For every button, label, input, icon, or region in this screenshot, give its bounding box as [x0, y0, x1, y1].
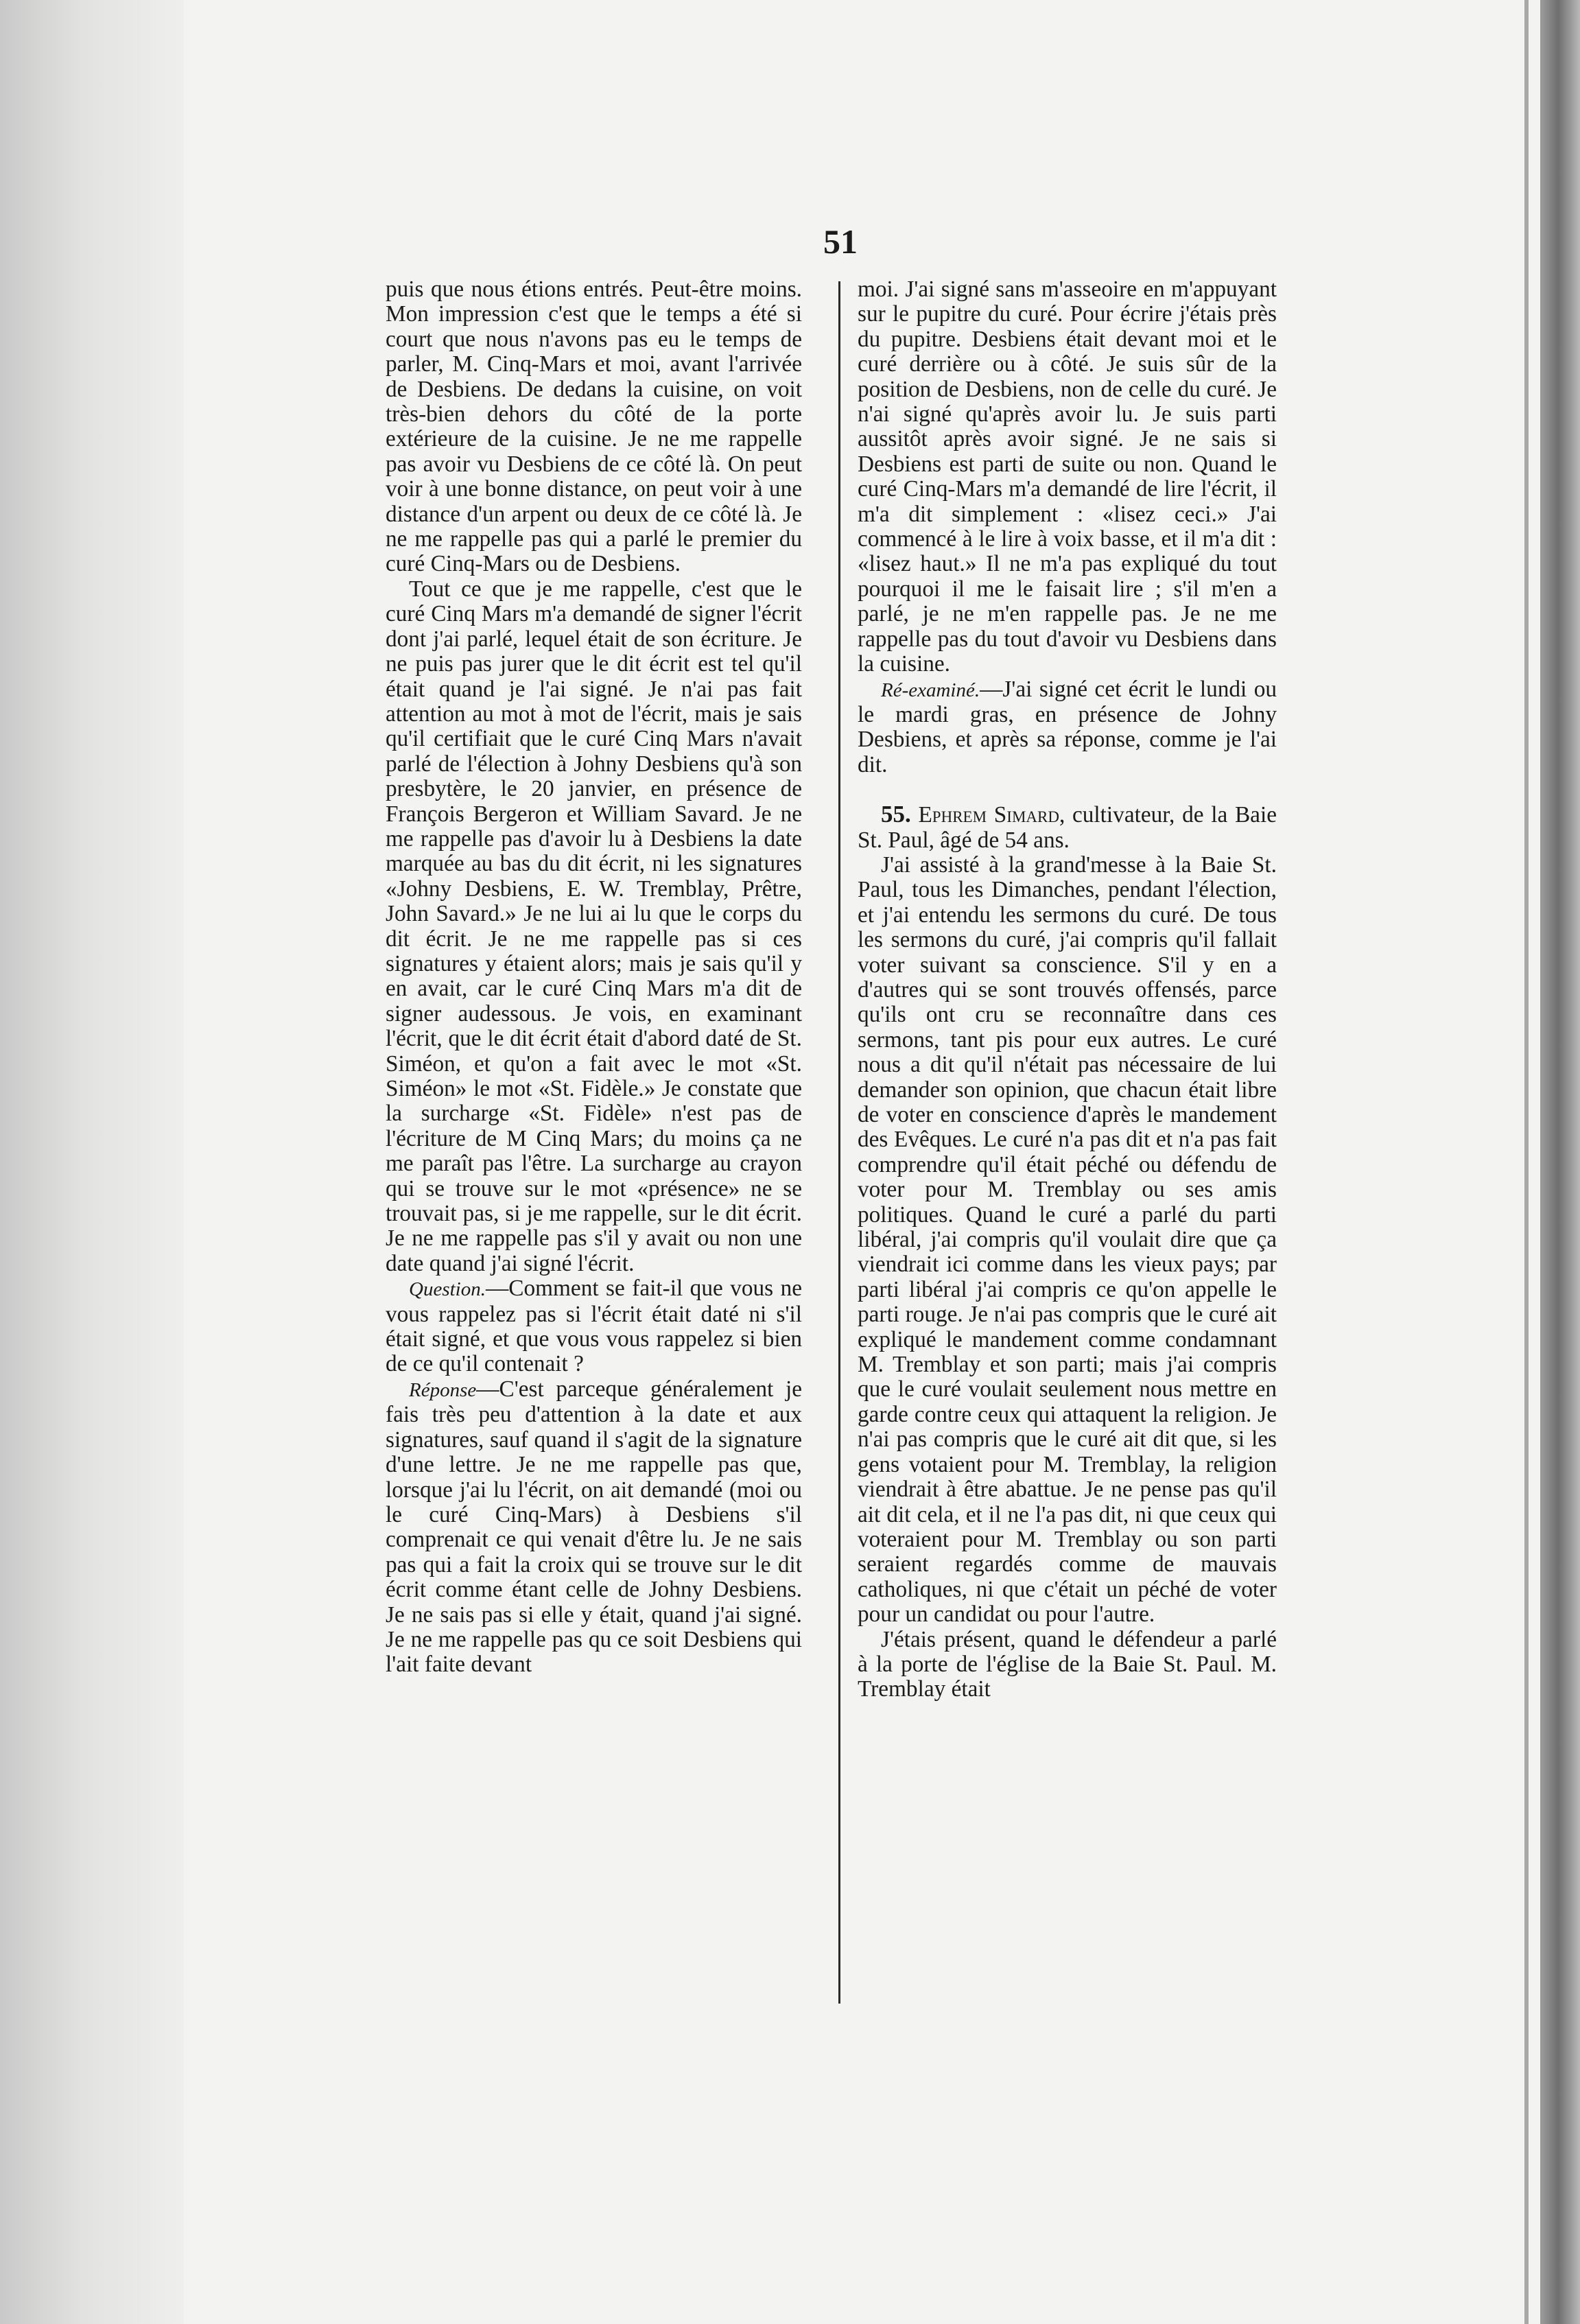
right-text-column [858, 277, 1277, 2006]
answer-paragraph [386, 1377, 802, 1678]
paragraph: puis que nous étions entrés. Peut-être moins. Mon impression c'est que le temps a été si court que nous n'avons pas eu le temps de parler, M. Cinq-Mars et moi, avant l'arrivée de Desbiens. De dedans la cuisine, on voit très-bien dehors du côté de la porte extérieure de la cuisine. Je ne me rappelle pas avoir vu Desbiens de ce côté là. On peut voir à une bonne distance, on peut voir à une distance d'un arpent ou deux de ce côté là. Je ne me rappelle pas qui a parlé le premier du curé Cinq-Mars ou de Desbiens. [386, 277, 802, 577]
column-divider [838, 281, 840, 2004]
left-text-column [386, 277, 802, 2006]
question-text: —Comment se fait-il que vous ne vous rappelez pas si l'écrit était daté ni s'il était signé, et que vous vous rappelez si bien de ce qu'il contenait ? [386, 1276, 802, 1377]
witness-heading [858, 802, 1277, 853]
paragraph: Tout ce que je me rappelle, c'est que le curé Cinq Mars m'a demandé de signer l'écrit dont j'ai parlé, lequel était de son écriture. Je ne puis pas jurer que le dit écrit est tel qu'il était quand je l'ai signé. Je n'ai pas fait attention au mot à mot de l'écrit, mais je sais qu'il certifiait que le curé Cinq Mars n'avait parlé de l'élection à Johny Desbiens qu'à son presbytère, le 20 janvier, en présence de François Bergeron et William Savard. Je ne me rappelle pas d'avoir lu à Desbiens la date marquée au bas du dit écrit, ni les signatures «Johny Desbiens, E. W. Tremblay, Prêtre, John Savard.» Je ne lui ai lu que le corps du dit écrit. Je ne me rappelle pas si ces signatures y étaient alors; mais je sais qu'il y en avait, car le curé Cinq Mars m'a dit de signer audessous. Je vois, en examinant l'écrit, que le dit écrit était d'abord daté de St. Siméon, et qu'on a fait avec le mot «St. Siméon» le mot «St. Fidèle.» Je constate que la surcharge «St. Fidèle» n'est pas de l'écriture de M Cinq Mars; du moins ça ne me paraît pas l'être. La surcharge au crayon qui se trouve sur le mot «présence» ne se trouvait pas, si je me rappelle, sur le dit écrit. Je ne me rappelle pas s'il y avait ou non une date quand j'ai signé l'écrit. [386, 576, 802, 1276]
question-paragraph [386, 1276, 802, 1377]
answer-text: —C'est parceque généralement je fais très peu d'attention à la date et aux signatures, sauf quand il s'agit de la signature d'une lettre. Je ne me rappelle pas que, lorsque j'ai lu l'écrit, on ait demandé (moi ou le curé Cinq-Mars) à Desbiens s'il comprenait ce qui venait d'être lu. Je ne sais pas qui a fait la croix qui se trouve sur le dit écrit comme étant celle de Johny Desbiens. Je ne sais pas si elle y était, quand j'ai signé. Je ne me rappelle pas qu ce soit Desbiens qui l'ait faite devant [386, 1376, 802, 1678]
page-number: 51 [823, 222, 858, 261]
re-examination-text: —J'ai signé cet écrit le lundi ou le mardi gras, en présence de Johny Desbiens, et après sa réponse, comme je l'ai dit. [858, 676, 1277, 777]
paragraph: moi. J'ai signé sans m'asseoire en m'appuyant sur le pupitre du curé. Pour écrire j'étais près du pupitre. Desbiens était devant moi et le curé derrière ou à côté. Je suis sûr de la position de Desbiens, non de celle du curé. Je n'ai signé qu'après avoir lu. Je suis parti aussitôt après avoir signé. Je ne sais si Desbiens est parti de suite ou non. Quand le curé Cinq-Mars m'a demandé de lire l'écrit, il m'a dit simplement : «lisez ceci.» J'ai commencé à le lire à voix basse, et il m'a dit : «lisez haut.» Il ne m'a pas expliqué du tout pourquoi il me le faisait lire ; s'il m'en a parlé, je ne m'en rappelle pas. Je ne me rappelle pas du tout d'avoir vu Desbiens dans la cuisine. [858, 277, 1277, 677]
question-label: Question. [409, 1278, 486, 1301]
re-examination-paragraph [858, 677, 1277, 778]
answer-label: Réponse [409, 1378, 477, 1401]
witness-number: 55. [881, 801, 911, 828]
re-examination-label: Ré-examiné. [881, 679, 980, 701]
paragraph: J'ai assisté à la grand'messe à la Baie St. Paul, tous les Dimanches, pendant l'élection, et j'ai entendu les sermons du curé. De tous les sermons du curé, j'ai compris qu'il fallait voter suivant sa conscience. S'il y en a d'autres qui se sont trouvés offensés, parce qu'ils ont cru se reconnaître dans ces sermons, tant pis pour eux autres. Le curé nous a dit qu'il n'était pas nécessaire de lui demander son opinion, que chacun était libre de voter en conscience d'après le mandement des Evêques. Le curé n'a pas dit et n'a pas fait comprendre qu'il était péché ou défendu de voter pour M. Tremblay ou ses amis politiques. Quand le curé a parlé du parti libéral, j'ai compris qu'il voulait dire que ça viendrait ici comme dans les vieux pays; par parti libéral j'ai compris ce qu'on appelle le parti rouge. Je n'ai pas compris que le curé ait expliqué le mandement comme condamnant M. Tremblay et son parti; mais j'ai compris que le curé voulait seulement nous mettre en garde contre ceux qui attaquent la religion. Je n'ai pas compris que le curé ait dit que, si les gens votaient pour M. Tremblay, la religion viendrait à être abattue. Je ne pense pas qu'il ait dit cela, et il ne l'a pas dit, ni que ceux qui voteraient pour M. Tremblay ou son parti seraient regardés comme de mauvais catholiques, ni que c'était un péché de voter pour un candidat ou pour l'autre. [858, 852, 1277, 1628]
book-spine-shadow [1540, 0, 1580, 2324]
scan-left-margin [0, 0, 184, 2324]
page-edge-line [1524, 0, 1529, 2324]
paragraph: J'étais présent, quand le défendeur a parlé à la porte de l'église de la Baie St. Paul. M. Tremblay était [858, 1626, 1277, 1702]
witness-name: Ephrem Simard, [918, 802, 1065, 828]
witness-description: cultivateur, de la Baie St. Paul, âgé de 54 ans. [858, 802, 1277, 853]
